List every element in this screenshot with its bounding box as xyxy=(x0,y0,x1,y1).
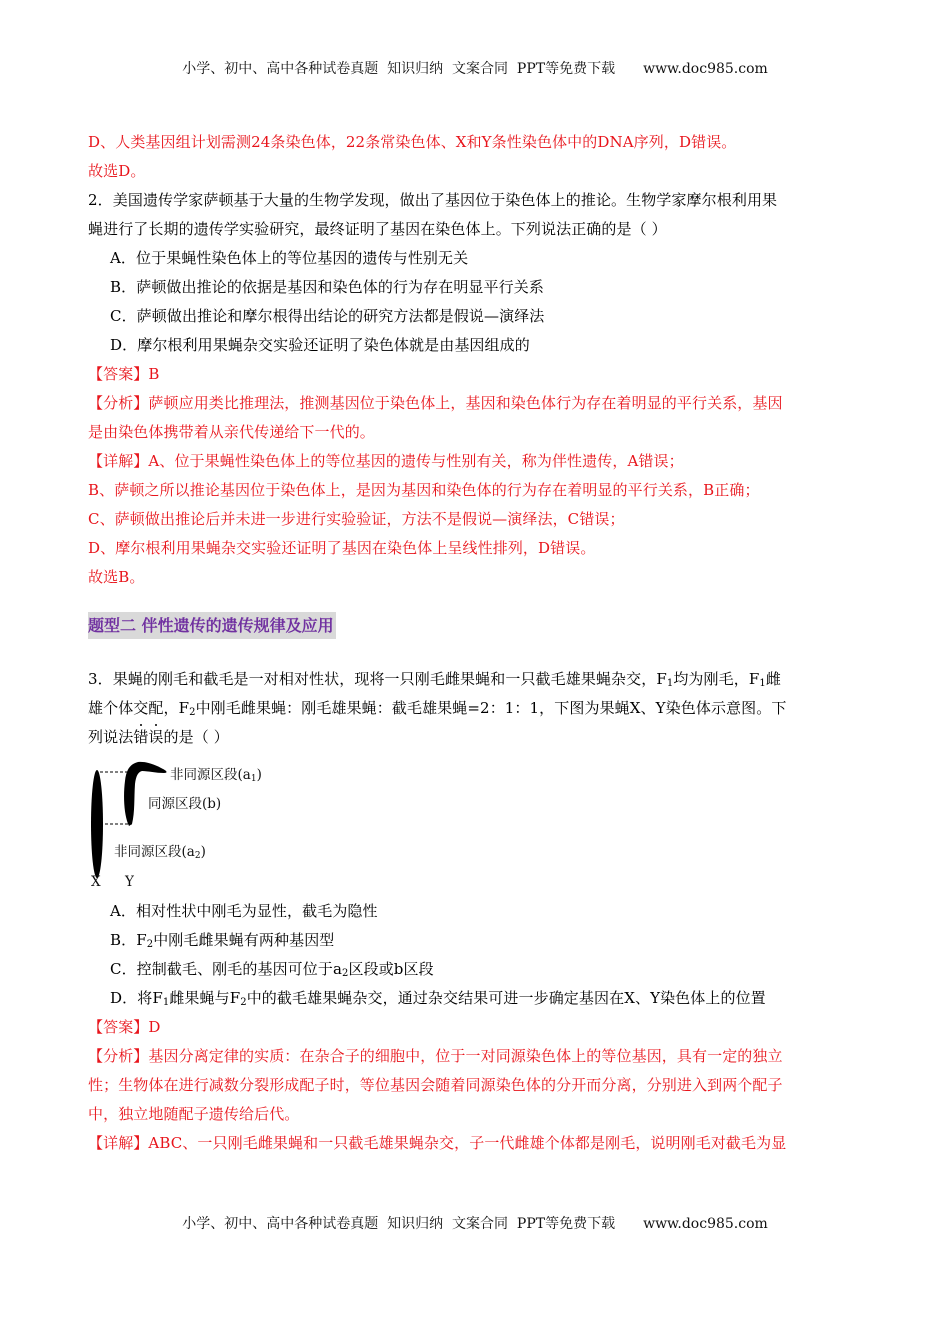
prev-conclusion: 故选D。 xyxy=(88,162,146,180)
q2-analysis-line-1 xyxy=(88,389,863,418)
q2-stem-line-2: 蝇进行了长期的遗传学实验研究，最终证明了基因在染色体上。下列说法正确的是（ ） xyxy=(88,220,667,238)
option-text: 中的截毛雄果蝇杂交，通过杂交结果可进一步确定基因在X、Y染色体上的位置 xyxy=(246,989,766,1007)
q3-answer xyxy=(88,1013,863,1042)
q3-stem-line-1 xyxy=(88,665,863,694)
q2-option-c: C．萨顿做出推论和摩尔根得出结论的研究方法都是假说—演绎法 xyxy=(110,307,545,325)
label-text: ) xyxy=(256,767,262,783)
label-x: X xyxy=(91,874,101,890)
footer-url[interactable]: www.doc985.com xyxy=(643,1216,768,1232)
stem-text: 中刚毛雌果蝇：刚毛雄果蝇：截毛雄果蝇=2：1：1，下图为果蝇X、Y染色体示意图。下 xyxy=(195,699,787,717)
stem-text: 的是（ ） xyxy=(163,728,229,746)
footer-text: 小学、初中、高中各种试卷真题 知识归纳 文案合同 PPT等免费下载 xyxy=(182,1216,616,1232)
label-nonhomologous-a1 xyxy=(170,763,262,784)
subscript: 1 xyxy=(250,774,257,784)
detail-text: A、位于果蝇性染色体上的等位基因的遗传与性别有关，称为伴性遗传，A错误； xyxy=(148,452,684,470)
answer-label: 【答案】 xyxy=(88,1018,149,1036)
q3-option-c xyxy=(88,955,863,984)
stem-text: 雄个体交配，F xyxy=(88,699,190,717)
detail-label: 【详解】 xyxy=(88,452,149,470)
q3-stem-line-3 xyxy=(88,723,863,752)
q2-answer xyxy=(88,360,863,389)
q2-option-b: B．萨顿做出推论的依据是基因和染色体的行为存在明显平行关系 xyxy=(110,278,544,296)
answer-value: D xyxy=(148,1018,161,1036)
option-text: B．F xyxy=(110,931,147,949)
label-nonhomologous-a2 xyxy=(114,840,206,861)
subscript: 2 xyxy=(194,851,201,861)
analysis-text: 萨顿应用类比推理法，推测基因位于染色体上，基因和染色体行为存在着明显的平行关系，基因 xyxy=(148,394,783,412)
q3-stem-line-2 xyxy=(88,694,863,723)
document-body xyxy=(88,128,863,1158)
label-homologous-b: 同源区段(b) xyxy=(148,796,222,812)
option-text: 中刚毛雌果蝇有两种基因型 xyxy=(153,931,335,949)
page-footer xyxy=(0,1213,950,1233)
question-3 xyxy=(88,665,863,1158)
xy-chromosome-diagram xyxy=(88,756,308,891)
q2-detail-line-2: B、萨顿之所以推论基因位于染色体上，是因为基因和染色体的行为存在着明显的平行关系，B正确； xyxy=(88,481,760,499)
q3-analysis-line-1 xyxy=(88,1042,863,1071)
page-header xyxy=(0,58,950,78)
stem-text: 均为刚毛，F xyxy=(673,670,760,688)
option-text: D．将F xyxy=(110,989,163,1007)
subscript: 2 xyxy=(240,997,247,1008)
q3-detail-line-1 xyxy=(88,1129,863,1158)
q2-analysis-line-2: 是由染色体携带着从亲代传递给下一代的。 xyxy=(88,423,375,441)
q2-detail-line-1 xyxy=(88,447,863,476)
q2-detail-line-4: D、摩尔根利用果蝇杂交实验还证明了基因在染色体上呈线性排列，D错误。 xyxy=(88,539,596,557)
header-url[interactable]: www.doc985.com xyxy=(643,61,768,77)
q2-stem-line-1: 2．美国遗传学家萨顿基于大量的生物学发现，做出了基因位于染色体上的推论。生物学家摩尔根利用果 xyxy=(88,191,778,209)
stem-text: 3．果蝇的刚毛和截毛是一对相对性状，现将一只刚毛雌果蝇和一只截毛雄果蝇杂交，F xyxy=(88,670,667,688)
subscript: 1 xyxy=(162,997,170,1008)
answer-value: B xyxy=(148,365,160,383)
stem-text: 列说法 xyxy=(88,728,134,746)
q3-analysis-line-3: 中，独立地随配子遗传给后代。 xyxy=(88,1105,300,1123)
stem-text: 雌 xyxy=(765,670,781,688)
option-text: 区段或b区段 xyxy=(348,960,434,978)
q2-option-a: A．位于果蝇性染色体上的等位基因的遗传与性别无关 xyxy=(110,249,469,267)
subscript: 1 xyxy=(666,678,674,689)
q3-option-a: A．相对性状中刚毛为显性，截毛为隐性 xyxy=(110,902,378,920)
option-text: 雌果蝇与F xyxy=(169,989,241,1007)
q2-detail-line-3: C、萨顿做出推论后并未进一步进行实验验证，方法不是假说—演绎法，C错误； xyxy=(88,510,625,528)
label-text: ) xyxy=(200,844,206,860)
analysis-label: 【分析】 xyxy=(88,1047,149,1065)
subscript: 2 xyxy=(342,968,349,979)
q3-option-b xyxy=(88,926,863,955)
subscript: 2 xyxy=(146,939,154,950)
q3-analysis-line-2: 性；生物体在进行减数分裂形成配子时，等位基因会随着同源染色体的分开而分离，分别进入到两个配子 xyxy=(88,1076,783,1094)
detail-label: 【详解】 xyxy=(88,1134,149,1152)
subscript: 2 xyxy=(189,707,196,718)
section-heading: 题型二 伴性遗传的遗传规律及应用 xyxy=(88,612,336,639)
emphasis-char: 错 xyxy=(133,728,149,746)
detail-text: ABC、一只刚毛雌果蝇和一只截毛雄果蝇杂交，子一代雌雄个体都是刚毛，说明刚毛对截毛为显 xyxy=(148,1134,787,1152)
subscript: 1 xyxy=(759,678,766,689)
label-text: 非同源区段(a xyxy=(114,844,195,860)
option-text: C．控制截毛、刚毛的基因可位于a xyxy=(110,960,343,978)
prev-detail-d: D、人类基因组计划需测24条染色体，22条常染色体、X和Y条性染色体中的DNA序列，D错误。 xyxy=(88,133,737,151)
q3-option-d xyxy=(88,984,863,1013)
q2-conclusion: 故选B。 xyxy=(88,568,145,586)
emphasis-char: 误 xyxy=(148,728,164,746)
question-2 xyxy=(88,186,863,592)
analysis-label: 【分析】 xyxy=(88,394,149,412)
label-text: 非同源区段(a xyxy=(170,767,251,783)
q2-option-d: D．摩尔根利用果蝇杂交实验还证明了染色体就是由基因组成的 xyxy=(110,336,530,354)
answer-label: 【答案】 xyxy=(88,365,149,383)
header-text: 小学、初中、高中各种试卷真题 知识归纳 文案合同 PPT等免费下载 xyxy=(182,61,616,77)
analysis-text: 基因分离定律的实质：在杂合子的细胞中，位于一对同源染色体上的等位基因，具有一定的独立 xyxy=(148,1047,783,1065)
label-y: Y xyxy=(125,874,134,890)
